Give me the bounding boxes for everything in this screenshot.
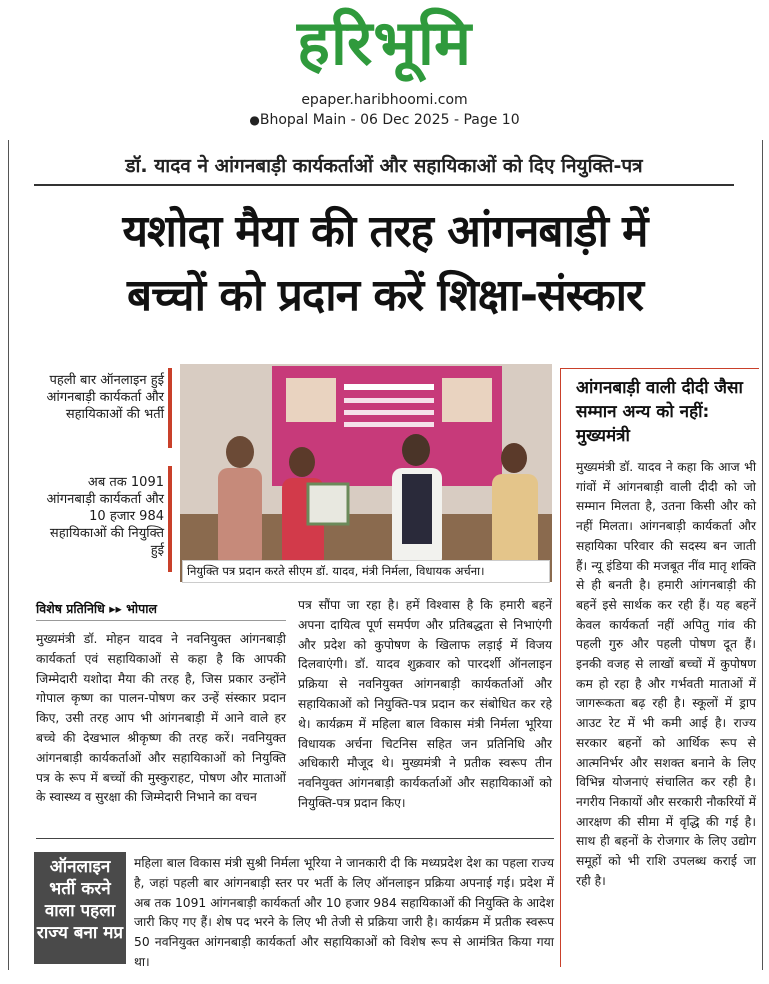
article-kicker: डॉ. यादव ने आंगनबाड़ी कार्यकर्ताओं और सहायिकाओं को दिए नियुक्ति-पत्र: [125, 155, 643, 177]
edition-text: Bhopal Main - 06 Dec 2025 - Page 10: [259, 112, 520, 128]
kicker-divider: [34, 184, 734, 186]
body-column-1: मुख्यमंत्री डॉ. मोहन यादव ने नवनियुक्त आंगनबाड़ी कार्यकर्ता एवं सहायिकाओं से कहा है कि आपकी जिम्मेदारी यशोदा मैया की तरह है, जिस प्रकार उन्होंने गोपाल कृष्ण का पालन-पोषण कर उन्हें संस्कार प्रदान किए, उसी तरह आप भी आंगनबाड़ी में आने वाले हर बच्चे की देखभाल श्रीकृष्ण की तरह करें। नवनियुक्त आंगनबाड़ी कार्यकर्ताओं और सहायिकाओं को नियुक्ति पत्र के रूप में बच्चों की मुस्कुराहट, पोषण और माताओं के स्वास्थ्य व सुरक्षा की जिम्मेदारी निभाने का वचन: [36, 632, 286, 805]
highlight-1-bar: [168, 368, 172, 448]
photo-caption: नियुक्ति पत्र प्रदान करते सीएम डॉ. यादव, मंत्री निर्मला, विधायक अर्चना।: [182, 560, 550, 583]
headline-line-1: यशोदा मैया की तरह आंगनबाड़ी में: [122, 206, 648, 257]
promo-body: महिला बाल विकास मंत्री सुश्री निर्मला भूरिया ने जानकारी दी कि मध्यप्रदेश देश का पहला राज्य है, जहां पहली बार आंगनबाड़ी स्तर पर भर्ती के लिए ऑनलाइन प्रक्रिया अपनाई गई। प्रदेश में अब तक 1091 आंगनबाड़ी कार्यकर्ता और 10 हजार 984 सहायिकाओं की नियुक्ति के आदेश जारी किए गए हैं। शेष पद भरने के लिए भी तेजी से प्रक्रिया जारी है। कार्यक्रम में प्रतीक स्वरूप 50 नवनियुक्त आंगनबाड़ी कार्यकर्ता और सहायिकाओं को विशेष रूप से आमंत्रित किया गया था।: [134, 856, 554, 969]
pin-icon: ●: [249, 113, 260, 127]
highlight-2: अब तक 1091 आंगनबाड़ी कार्यकर्ता और 10 हजार 984 सहायिकाओं की नियुक्ति हुई: [46, 475, 164, 558]
page-edge-right: [762, 140, 763, 970]
masthead-logo: हरिभूमि: [296, 6, 473, 79]
edition-info: [0, 112, 769, 128]
sidebar-title: आंगनबाड़ी वाली दीदी जैसा सम्मान अन्य को नहीं: मुख्यमंत्री: [576, 378, 743, 446]
byline-divider: [36, 620, 286, 621]
highlight-2-bar: [168, 466, 172, 572]
headline-line-2: बच्चों को प्रदान करें शिक्षा-संस्कार: [126, 270, 644, 321]
sidebar-body: मुख्यमंत्री डॉ. यादव ने कहा कि आज भी गांवों में आंगनबाड़ी वाली दीदी को जो सम्मान मिलता है, उतना किसी और को नहीं मिलता। आंगनबाड़ी कार्यकर्ता और सहायिका परिवार की सदस्य बन जाती हैं। न्यू इंडिया की मजबूत नींव मातृ शक्ति से ही बनती है। हमारी आंगनबाड़ी की बहनें इसे सार्थक कर रही हैं। यह बहनें केवल कार्यकर्ता नहीं अपितु गांव की पहली गुरु और पहली पोषण दूत हैं। इनकी वजह से लाखों बच्चों में कुपोषण कम हो रहा है और गर्भवती माताओं में जागरूकता बढ़ रही है। स्कूलों में ड्राप आउट रेट में भी कमी आई है। राज्य सरकार बहनों को आर्थिक रूप से आत्मनिर्भर और सशक्त बनाने के लिए विभिन्न योजनाएं संचालित कर रही है। नगरीय निकायों और सरकारी नौकरियों में आरक्षण की सीमा में वृद्धि की गई है। साथ ही बहनों के रोजगार के लिए उद्योग समूहों को भी राशि उपलब्ध कराई जा रही है।: [576, 460, 756, 888]
event-photo-illustration: [180, 364, 552, 582]
epaper-url[interactable]: epaper.haribhoomi.com: [301, 92, 468, 108]
figure-1: [218, 468, 262, 568]
byline: विशेष प्रतिनिधि ▸▸ भोपाल: [36, 601, 157, 616]
section-divider: [36, 838, 554, 839]
highlight-1: पहली बार ऑनलाइन हुई आंगनबाड़ी कार्यकर्ता और सहायिकाओं की भर्ती: [46, 373, 164, 422]
event-photo: [180, 364, 552, 582]
appointment-letter: [308, 484, 348, 524]
figure-4: [492, 474, 538, 570]
page-edge-left: [8, 140, 9, 970]
body-column-2: पत्र सौंपा जा रहा है। हमें विश्वास है कि हमारी बहनें अपना दायित्व पूर्ण समर्पण और प्रतिबद्धता से निभाएंगी और प्रदेश को कुपोषण के खिलाफ लड़ाई में विजय दिलवाएंगी। डॉ. यादव शुक्रवार को पारदर्शी ऑनलाइन प्रक्रिया से नवनियुक्त आंगनबाड़ी कार्यकर्ताओं और सहायिकाओं को नियुक्ति-पत्र प्रदान कर संबोधित कर रहे थे। कार्यक्रम में महिला बाल विकास मंत्री निर्मला भूरिया विधायक अर्चना चिटनिस सहित जन प्रतिनिधि और अधिकारी मौजूद थे। मुख्यमंत्री ने प्रतीक स्वरूप तीन नवनियुक्त आंगनबाड़ी कार्यकर्ताओं और सहायिकाओं को नियुक्ति-पत्र प्रदान किए।: [298, 598, 552, 810]
article-headline: [20, 200, 750, 328]
promo-label-box: ऑनलाइन भर्ती करने वाला पहला राज्य बना मप्र: [34, 852, 126, 964]
